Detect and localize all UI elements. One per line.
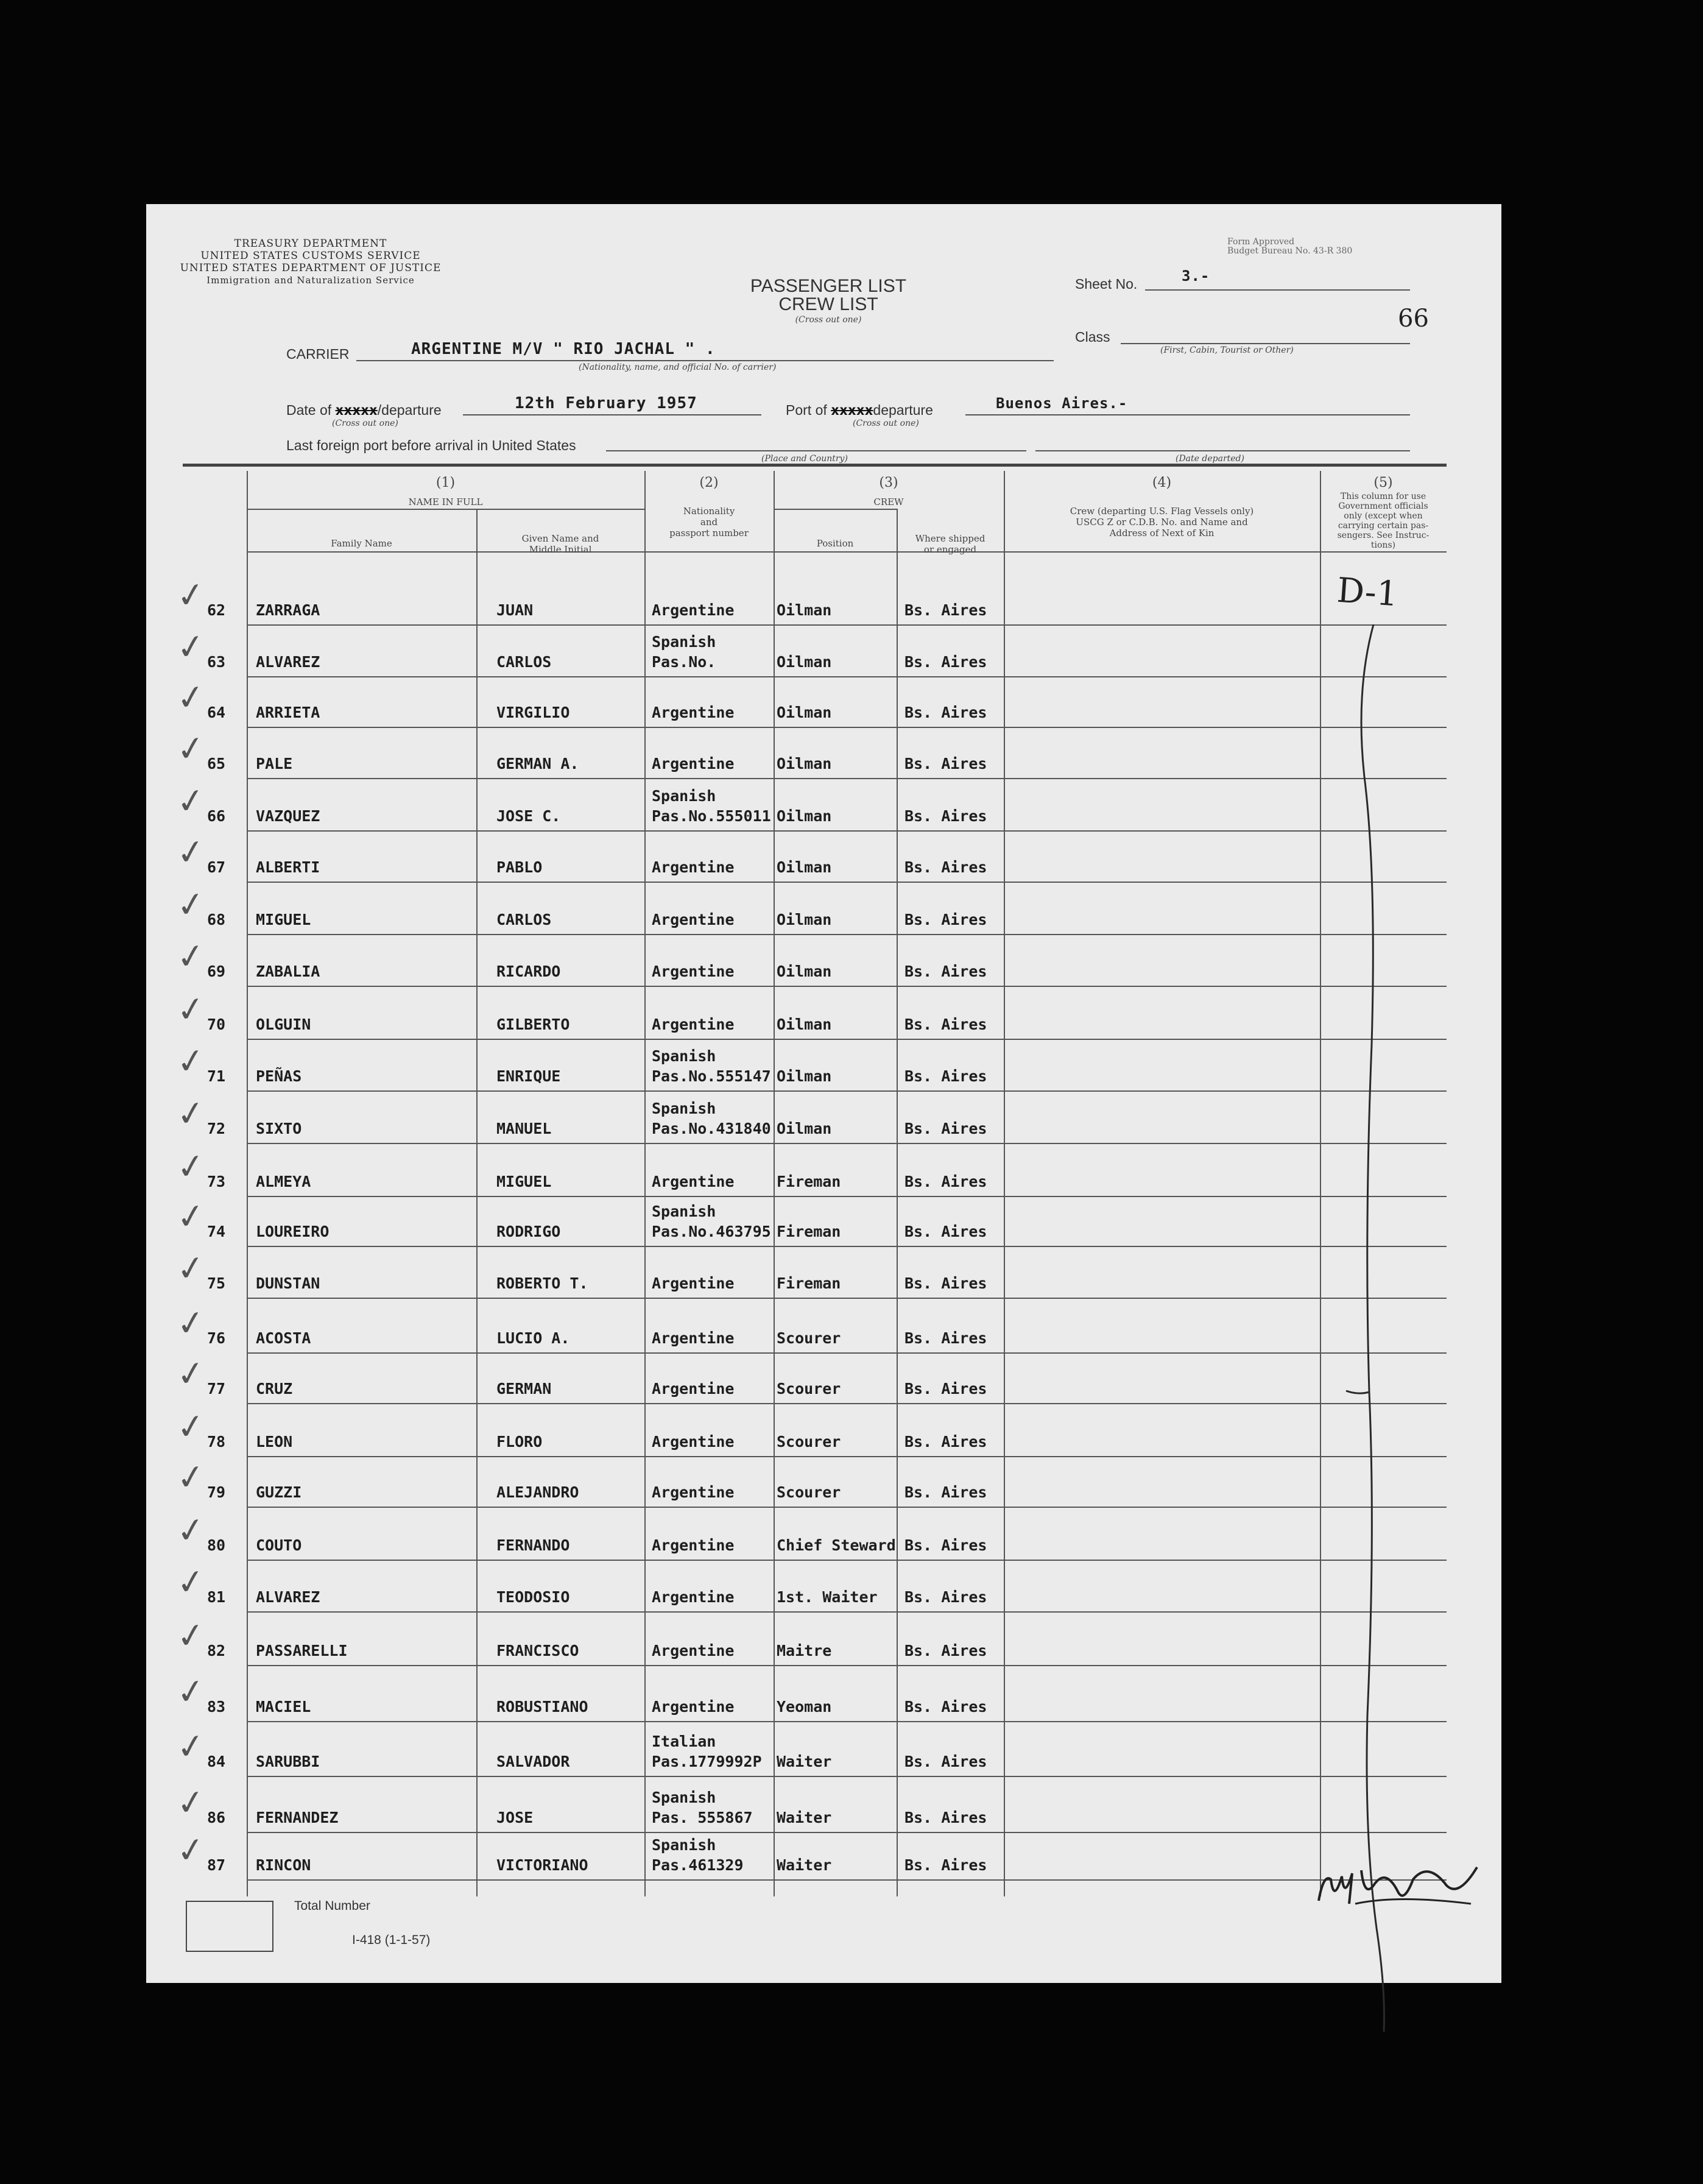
col-line-4 (897, 509, 898, 1896)
row-rule (247, 1665, 1447, 1666)
nationality-cell: Argentine (652, 1483, 735, 1501)
given-name-cell: GILBERTO (496, 1016, 570, 1033)
header-subrule-crew (774, 509, 897, 510)
given-name-header-2: Middle Initial (529, 544, 592, 555)
nationality-cell: Argentine (652, 963, 735, 980)
row-number: 72 (207, 1120, 226, 1137)
family-name-cell: PALE (256, 755, 293, 772)
carrier-line (356, 360, 1054, 361)
where-shipped-cell: Bs. Aires (904, 1753, 987, 1770)
form-number: I-418 (1-1-57) (352, 1933, 431, 1947)
row-rule (247, 830, 1447, 832)
check-mark-icon: ✓ (174, 1725, 208, 1769)
row-number: 68 (207, 911, 226, 928)
handwritten-signature-icon (1306, 1843, 1483, 1916)
nationality-cell: Italian (652, 1733, 716, 1750)
position-cell: Oilman (777, 704, 832, 721)
where-shipped-cell: Bs. Aires (904, 1483, 987, 1501)
where-shipped-cell: Bs. Aires (904, 1698, 987, 1716)
position-cell: Waiter (777, 1753, 832, 1770)
given-name-cell: RODRIGO (496, 1223, 561, 1240)
customs-line: UNITED STATES CUSTOMS SERVICE (200, 250, 421, 262)
class-label: Class (1075, 329, 1110, 345)
row-number: 79 (207, 1483, 226, 1501)
row-number: 66 (207, 807, 226, 825)
nationality-cell: Argentine (652, 1536, 735, 1554)
sheet-value: 3.- (1182, 267, 1210, 284)
col2-number: (2) (699, 475, 719, 490)
date-label-suffix: /departure (377, 402, 442, 418)
family-name-cell: DUNSTAN (256, 1274, 320, 1292)
given-name-cell: MIGUEL (496, 1173, 552, 1190)
given-name-cell: FRANCISCO (496, 1642, 579, 1659)
given-name-cell: GERMAN A. (496, 755, 579, 772)
given-name-cell: CARLOS (496, 653, 552, 671)
col3-number: (3) (879, 475, 898, 490)
row-number: 70 (207, 1016, 226, 1033)
col1-number: (1) (435, 475, 456, 490)
title-crew-list: CREW LIST (778, 294, 878, 314)
given-name-cell: JUAN (496, 601, 534, 619)
crew-header: CREW (873, 497, 904, 507)
position-cell: Scourer (777, 1329, 841, 1347)
check-mark-icon: ✓ (174, 988, 208, 1031)
passport-cell: Pas.No.555147 (652, 1067, 771, 1085)
col1-title: NAME IN FULL (408, 497, 483, 507)
where-shipped-cell: Bs. Aires (904, 1016, 987, 1033)
row-number: 71 (207, 1067, 226, 1085)
position-cell: Chief Steward (777, 1536, 896, 1554)
class-line (1121, 343, 1410, 344)
check-mark-icon: ✓ (174, 1829, 208, 1872)
nationality-cell: Argentine (652, 1173, 735, 1190)
col-line-5 (1004, 471, 1005, 1896)
given-name-cell: FERNANDO (496, 1536, 570, 1554)
position-cell: Oilman (777, 1067, 832, 1085)
nationality-cell: Spanish (652, 1789, 716, 1806)
family-name-cell: SIXTO (256, 1120, 302, 1137)
departure-date-value: 12th February 1957 (515, 394, 697, 412)
justice-line: UNITED STATES DEPARTMENT OF JUSTICE (180, 262, 442, 274)
nationality-cell: Argentine (652, 1588, 735, 1606)
nationality-header-3: passport number (669, 528, 749, 539)
date-struck: xxxxx (335, 403, 378, 419)
col-line-1 (476, 509, 478, 1896)
where-shipped-cell: Bs. Aires (904, 1536, 987, 1554)
check-mark-icon: ✓ (174, 1456, 208, 1499)
where-shipped-cell: Bs. Aires (904, 858, 987, 876)
port-label-suffix: departure (873, 402, 933, 418)
class-note: (First, Cabin, Tourist or Other) (1160, 345, 1294, 355)
check-mark-icon: ✓ (174, 1302, 208, 1345)
row-number: 76 (207, 1329, 226, 1347)
given-name-cell: ENRIQUE (496, 1067, 561, 1085)
position-cell: Fireman (777, 1223, 841, 1240)
check-mark-icon: ✓ (174, 1405, 208, 1449)
check-mark-icon: ✓ (174, 1561, 208, 1604)
row-rule (247, 1143, 1447, 1144)
col5-number: (5) (1373, 475, 1393, 490)
given-name-cell: JOSE (496, 1809, 534, 1826)
position-cell: Scourer (777, 1380, 841, 1398)
passport-cell: Pas.No.555011 (652, 807, 771, 825)
handwritten-d1: D-1 (1335, 570, 1400, 615)
given-name-cell: CARLOS (496, 911, 552, 928)
family-name-cell: PASSARELLI (256, 1642, 348, 1659)
row-number: 63 (207, 653, 226, 671)
form-title (713, 276, 944, 325)
family-name-cell: RINCON (256, 1856, 311, 1874)
government-use-header-3: only (except when (1344, 511, 1423, 521)
date-label (286, 402, 442, 419)
nationality-cell: Argentine (652, 1380, 735, 1398)
row-number: 78 (207, 1433, 226, 1451)
where-shipped-cell: Bs. Aires (904, 963, 987, 980)
where-shipped-cell: Bs. Aires (904, 601, 987, 619)
row-rule (247, 727, 1447, 728)
header-subrule-name (247, 509, 644, 510)
check-mark-icon: ✓ (174, 1040, 208, 1083)
col4-number: (4) (1152, 475, 1172, 490)
last-port-place-note: (Place and Country) (761, 454, 848, 464)
given-name-header (476, 533, 644, 555)
where-shipped-header-1: Where shipped (915, 533, 985, 544)
family-name-cell: LEON (256, 1433, 293, 1451)
port-label-prefix: Port of (786, 402, 827, 418)
row-rule (247, 1039, 1447, 1040)
row-rule (247, 1298, 1447, 1299)
row-number: 65 (207, 755, 226, 772)
form-approved (1227, 238, 1422, 256)
row-rule (247, 676, 1447, 677)
row-number: 62 (207, 601, 226, 619)
family-name-cell: ZARRAGA (256, 601, 320, 619)
government-use-header-2: Government officials (1338, 501, 1428, 511)
position-cell: Oilman (777, 755, 832, 772)
carrier-note: (Nationality, name, and official No. of carrier) (579, 362, 777, 372)
given-name-cell: ROBUSTIANO (496, 1698, 588, 1716)
position-cell: Oilman (777, 653, 832, 671)
row-rule (247, 1879, 1447, 1881)
nationality-cell: Spanish (652, 1836, 716, 1854)
nationality-cell: Argentine (652, 1433, 735, 1451)
sheet-label: Sheet No. (1075, 276, 1138, 292)
where-shipped-cell: Bs. Aires (904, 1223, 987, 1240)
nationality-cell: Argentine (652, 858, 735, 876)
nationality-cell: Argentine (652, 704, 735, 721)
table-top-rule (183, 464, 1447, 467)
family-name-cell: MIGUEL (256, 911, 311, 928)
carrier-label: CARRIER (286, 346, 350, 362)
family-name-cell: COUTO (256, 1536, 302, 1554)
where-shipped-cell: Bs. Aires (904, 1120, 987, 1137)
position-cell: Waiter (777, 1856, 832, 1874)
row-number: 73 (207, 1173, 226, 1190)
total-number-label: Total Number (294, 1899, 370, 1913)
date-note: (Cross out one) (332, 419, 398, 428)
passport-cell: Pas.461329 (652, 1856, 744, 1874)
treasury-line: TREASURY DEPARTMENT (234, 238, 387, 250)
given-name-cell: VIRGILIO (496, 704, 570, 721)
family-name-cell: ALVAREZ (256, 653, 320, 671)
check-mark-icon: ✓ (174, 1145, 208, 1189)
row-rule (247, 1403, 1447, 1404)
nationality-header-2: and (700, 517, 718, 528)
government-use-header-4: carrying certain pas- (1338, 521, 1429, 531)
nationality-cell: Spanish (652, 633, 716, 651)
given-name-cell: ALEJANDRO (496, 1483, 579, 1501)
next-of-kin-header (1004, 506, 1320, 539)
given-name-cell: FLORO (496, 1433, 543, 1451)
ins-line: Immigration and Naturalization Service (206, 275, 415, 286)
row-number: 82 (207, 1642, 226, 1659)
government-use-header-6: tions) (1370, 540, 1396, 550)
where-shipped-cell: Bs. Aires (904, 704, 987, 721)
where-shipped-cell: Bs. Aires (904, 911, 987, 928)
carrier-value: ARGENTINE M/V " RIO JACHAL " . (411, 340, 716, 358)
row-number: 64 (207, 704, 226, 721)
where-shipped-cell: Bs. Aires (904, 1380, 987, 1398)
row-number: 80 (207, 1536, 226, 1554)
row-rule (247, 1721, 1447, 1722)
family-name-cell: GUZZI (256, 1483, 302, 1501)
where-shipped-cell: Bs. Aires (904, 1642, 987, 1659)
check-mark-icon: ✓ (174, 1509, 208, 1552)
check-mark-icon: ✓ (174, 780, 208, 823)
position-cell: Oilman (777, 858, 832, 876)
position-cell: Fireman (777, 1274, 841, 1292)
check-mark-icon: ✓ (174, 1092, 208, 1136)
family-name-cell: OLGUIN (256, 1016, 311, 1033)
position-cell: Oilman (777, 911, 832, 928)
row-rule (247, 1507, 1447, 1508)
row-rule (247, 624, 1447, 626)
position-header: Position (816, 538, 854, 549)
col-line-0 (247, 471, 248, 1896)
port-struck: xxxxx (831, 403, 873, 419)
family-name-header: Family Name (331, 538, 392, 549)
family-name-cell: MACIEL (256, 1698, 311, 1716)
nationality-cell: Argentine (652, 1698, 735, 1716)
check-mark-icon: ✓ (174, 574, 208, 617)
nationality-header-1: Nationality (683, 506, 735, 517)
row-number: 69 (207, 963, 226, 980)
given-name-header-1: Given Name and (521, 533, 599, 544)
row-rule (247, 1196, 1447, 1197)
nationality-cell: Argentine (652, 755, 735, 772)
check-mark-icon: ✓ (174, 1614, 208, 1658)
nationality-cell: Spanish (652, 1203, 716, 1220)
nationality-header (644, 506, 774, 539)
passport-cell: Pas.1779992P (652, 1753, 762, 1770)
check-mark-icon: ✓ (174, 727, 208, 771)
where-shipped-cell: Bs. Aires (904, 755, 987, 772)
government-use-header-1: This column for use (1340, 492, 1426, 501)
given-name-cell: PABLO (496, 858, 543, 876)
given-name-cell: TEODOSIO (496, 1588, 570, 1606)
family-name-cell: VAZQUEZ (256, 807, 320, 825)
date-line (463, 414, 761, 415)
next-of-kin-header-2: USCG Z or C.D.B. No. and Name and (1076, 517, 1248, 528)
position-cell: Oilman (777, 1120, 832, 1137)
crew-list-form (146, 204, 1501, 1983)
where-shipped-cell: Bs. Aires (904, 1329, 987, 1347)
family-name-cell: CRUZ (256, 1380, 293, 1398)
family-name-cell: ZABALIA (256, 963, 320, 980)
position-cell: Waiter (777, 1809, 832, 1826)
row-number: 67 (207, 858, 226, 876)
where-shipped-cell: Bs. Aires (904, 1588, 987, 1606)
passport-cell: Pas.No.463795 (652, 1223, 771, 1240)
position-cell: Scourer (777, 1483, 841, 1501)
given-name-cell: MANUEL (496, 1120, 552, 1137)
row-rule (247, 1560, 1447, 1561)
where-shipped-cell: Bs. Aires (904, 1433, 987, 1451)
position-cell: Yeoman (777, 1698, 832, 1716)
nationality-cell: Argentine (652, 1642, 735, 1659)
where-shipped-cell: Bs. Aires (904, 653, 987, 671)
position-cell: Scourer (777, 1433, 841, 1451)
title-passenger-list: PASSENGER LIST (750, 276, 907, 296)
port-line (965, 414, 1410, 415)
sheet-line (1145, 289, 1410, 291)
position-cell: 1st. Waiter (777, 1588, 878, 1606)
position-cell: Oilman (777, 1016, 832, 1033)
title-note: (Cross out one) (795, 315, 862, 325)
where-shipped-cell: Bs. Aires (904, 1067, 987, 1085)
nationality-cell: Argentine (652, 1329, 735, 1347)
row-rule (247, 1246, 1447, 1247)
check-mark-icon: ✓ (174, 935, 208, 978)
port-note: (Cross out one) (853, 419, 919, 428)
nationality-cell: Spanish (652, 1047, 716, 1065)
check-mark-icon: ✓ (174, 883, 208, 927)
given-name-cell: SALVADOR (496, 1753, 570, 1770)
row-rule (247, 1611, 1447, 1613)
row-number: 74 (207, 1223, 226, 1240)
given-name-cell: LUCIO A. (496, 1329, 570, 1347)
last-port-date-note: (Date departed) (1176, 454, 1244, 464)
given-name-cell: ROBERTO T. (496, 1274, 588, 1292)
row-rule (247, 778, 1447, 779)
family-name-cell: ALMEYA (256, 1173, 311, 1190)
where-shipped-header (897, 533, 1004, 555)
family-name-cell: PEÑAS (256, 1067, 302, 1085)
check-mark-icon: ✓ (174, 831, 208, 874)
where-shipped-cell: Bs. Aires (904, 1809, 987, 1826)
col-line-2 (644, 471, 646, 1896)
check-mark-icon: ✓ (174, 1352, 208, 1396)
where-shipped-cell: Bs. Aires (904, 1274, 987, 1292)
family-name-cell: ARRIETA (256, 704, 320, 721)
handwritten-page-number: 66 (1398, 305, 1429, 333)
row-rule (247, 1090, 1447, 1092)
given-name-cell: VICTORIANO (496, 1856, 588, 1874)
position-cell: Fireman (777, 1173, 841, 1190)
row-number: 86 (207, 1809, 226, 1826)
budget-bureau-line: Budget Bureau No. 43-R 380 (1227, 246, 1353, 256)
government-use-header (1320, 492, 1447, 550)
family-name-cell: SARUBBI (256, 1753, 320, 1770)
family-name-cell: ALBERTI (256, 858, 320, 876)
date-label-prefix: Date of (286, 402, 332, 418)
given-name-cell: RICARDO (496, 963, 561, 980)
nationality-cell: Argentine (652, 1274, 735, 1292)
col-line-3 (774, 471, 775, 1896)
check-mark-icon: ✓ (174, 1670, 208, 1714)
position-cell: Oilman (777, 807, 832, 825)
check-mark-icon: ✓ (174, 1781, 208, 1825)
next-of-kin-header-1: Crew (departing U.S. Flag Vessels only) (1070, 506, 1254, 517)
given-name-cell: JOSE C. (496, 807, 561, 825)
passport-cell: Pas.No. (652, 653, 716, 671)
nationality-cell: Argentine (652, 1016, 735, 1033)
port-value: Buenos Aires.- (996, 395, 1128, 412)
nationality-cell: Argentine (652, 911, 735, 928)
check-mark-icon: ✓ (174, 676, 208, 719)
family-name-cell: LOUREIRO (256, 1223, 330, 1240)
check-mark-icon: ✓ (174, 1247, 208, 1290)
last-port-place-underline (606, 450, 1026, 451)
nationality-cell: Argentine (652, 601, 735, 619)
check-mark-icon: ✓ (174, 1195, 208, 1239)
header-bottom-rule (247, 551, 1447, 553)
passport-cell: Pas. 555867 (652, 1809, 753, 1826)
row-number: 84 (207, 1753, 226, 1770)
given-name-cell: GERMAN (496, 1380, 552, 1398)
check-mark-icon: ✓ (174, 626, 208, 669)
position-cell: Maitre (777, 1642, 832, 1659)
total-number-box (186, 1901, 273, 1952)
agency-header (164, 238, 457, 286)
last-port-label: Last foreign port before arrival in United States (286, 437, 576, 453)
nationality-cell: Spanish (652, 1100, 716, 1117)
where-shipped-cell: Bs. Aires (904, 1173, 987, 1190)
row-number: 77 (207, 1380, 226, 1398)
row-rule (247, 986, 1447, 987)
nationality-cell: Spanish (652, 787, 716, 805)
where-shipped-header-2: or engaged (923, 544, 977, 555)
family-name-cell: FERNANDEZ (256, 1809, 339, 1826)
row-rule (247, 882, 1447, 883)
position-cell: Oilman (777, 963, 832, 980)
col-line-6 (1320, 471, 1321, 1896)
where-shipped-cell: Bs. Aires (904, 1856, 987, 1874)
position-cell: Oilman (777, 601, 832, 619)
family-name-cell: ACOSTA (256, 1329, 311, 1347)
passport-cell: Pas.No.431840 (652, 1120, 771, 1137)
row-number: 81 (207, 1588, 226, 1606)
row-number: 75 (207, 1274, 226, 1292)
where-shipped-cell: Bs. Aires (904, 807, 987, 825)
next-of-kin-header-3: Address of Next of Kin (1109, 528, 1215, 539)
port-label (786, 402, 933, 419)
row-rule (247, 1352, 1447, 1354)
family-name-cell: ALVAREZ (256, 1588, 320, 1606)
row-rule (247, 1776, 1447, 1777)
row-rule (247, 1456, 1447, 1457)
form-approved-line: Form Approved (1227, 237, 1295, 247)
government-use-header-5: sengers. See Instruc- (1337, 531, 1430, 540)
row-rule (247, 1832, 1447, 1833)
last-port-date-underline (1035, 450, 1410, 451)
row-rule (247, 934, 1447, 935)
row-number: 83 (207, 1698, 226, 1716)
row-number: 87 (207, 1856, 226, 1874)
